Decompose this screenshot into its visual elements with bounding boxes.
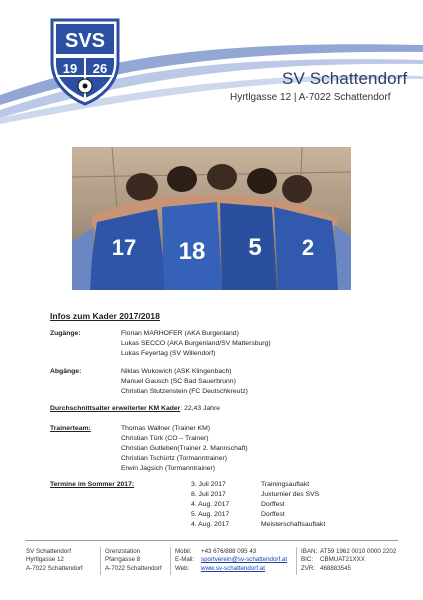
email-link[interactable]: sportverein@sv-schattendorf.at [201, 556, 288, 564]
iban-value: AT59 1962 0010 0000 2202 [320, 548, 397, 555]
club-address: Hyrtlgasse 12 | A-7022 Schattendorf [230, 92, 391, 103]
trainer-item: Christian Tschürtz (Tormanntrainer) [121, 455, 228, 462]
termin-date: 3. Juli 2017 [191, 481, 226, 488]
footer-separator [296, 547, 297, 575]
svg-text:17: 17 [111, 235, 137, 260]
footer-separator [170, 547, 171, 575]
footer-contact: Mobil: +43 676/888 095 43 E-Mail: sportverein@sv-schattendorf.at Web: www.sv-schattendorf.at [175, 548, 288, 572]
website-link[interactable]: www.sv-schattendorf.at [201, 564, 265, 572]
termin-date: 4. Aug. 2017 [191, 501, 230, 508]
label-abgaenge: Abgänge: [50, 368, 82, 375]
trainer-item: Christian Türk (CO – Trainer) [121, 435, 209, 442]
footer-address-grenzstation: Grenzstation Pfarrgasse 8 A-7022 Schattendorf [105, 548, 162, 572]
trainer-item: Thomas Wallner (Trainer KM) [121, 425, 211, 432]
club-name-heading: SV Schattendorf [282, 69, 408, 88]
label-zugaenge: Zugänge: [50, 330, 81, 337]
svg-text:26: 26 [92, 61, 108, 76]
label-termine: Termine im Sommer 2017: [50, 481, 135, 488]
abgang-item: Christian Stutzenstein (FC Deutschkreutz) [121, 388, 248, 395]
average-age-label: Durchschnittsalter erweiterter KM Kader [50, 405, 181, 412]
club-crest-logo [48, 14, 122, 106]
zugang-item: Lukas SECCO (AKA Burgenland/SV Mattersburg) [121, 340, 271, 347]
label-trainerteam: Trainerteam: [50, 425, 91, 432]
footer-separator [100, 547, 101, 575]
abgang-item: Manuel Gausch (SC Bad Sauerbrunn) [121, 378, 236, 385]
trainer-item: Erwin Jagsich (Tormanntrainer) [121, 465, 216, 472]
zvr-value: 468883545 [320, 564, 351, 572]
termin-date: 8. Juli 2017 [191, 491, 226, 498]
termin-date: 5. Aug. 2017 [191, 511, 230, 518]
zugang-item: Florian MARHOFER (AKA Burgenland) [121, 330, 239, 337]
termin-event: Dorffest [261, 511, 285, 518]
svg-text:2: 2 [301, 235, 315, 260]
team-huddle-photo [72, 147, 351, 290]
svg-text:18: 18 [178, 238, 206, 265]
zugang-item: Lukas Feyertag (SV Willendorf) [121, 350, 216, 357]
abgang-item: Niklas Wukowich (ASK Klingenbach) [121, 368, 232, 375]
trainer-item: Christian Gutleben(Trainer 2. Mannschaft) [121, 445, 248, 452]
average-age [50, 405, 220, 412]
section-title-kader: Infos zum Kader 2017/2018 [50, 311, 160, 321]
svg-text:SVS: SVS [64, 30, 106, 52]
footer-address-club: SV Schattendorf Hyrtlgasse 12 A-7022 Schattendorf [26, 548, 83, 572]
footer-divider [25, 540, 398, 541]
phone-number: +43 676/888 095 43 [201, 548, 257, 555]
average-age-value: : 22,43 Jahre [180, 405, 220, 412]
svg-text:5: 5 [248, 234, 262, 261]
termin-event: Trainingsauftakt [261, 481, 310, 488]
bic-value: CBMUAT21XXX [320, 556, 365, 564]
letterhead [0, 0, 423, 130]
svg-text:19: 19 [62, 61, 78, 76]
footer-bank: IBAN: AT59 1962 0010 0000 2202 BIC: CBMUAT21XXX ZVR: 468883545 [301, 548, 397, 572]
termin-event: Dorffest [261, 501, 285, 508]
termin-event: Juxturnier des SVS [261, 491, 320, 498]
termin-date: 4. Aug. 2017 [191, 521, 230, 528]
termin-event: Meisterschaftsauftakt [261, 521, 326, 528]
